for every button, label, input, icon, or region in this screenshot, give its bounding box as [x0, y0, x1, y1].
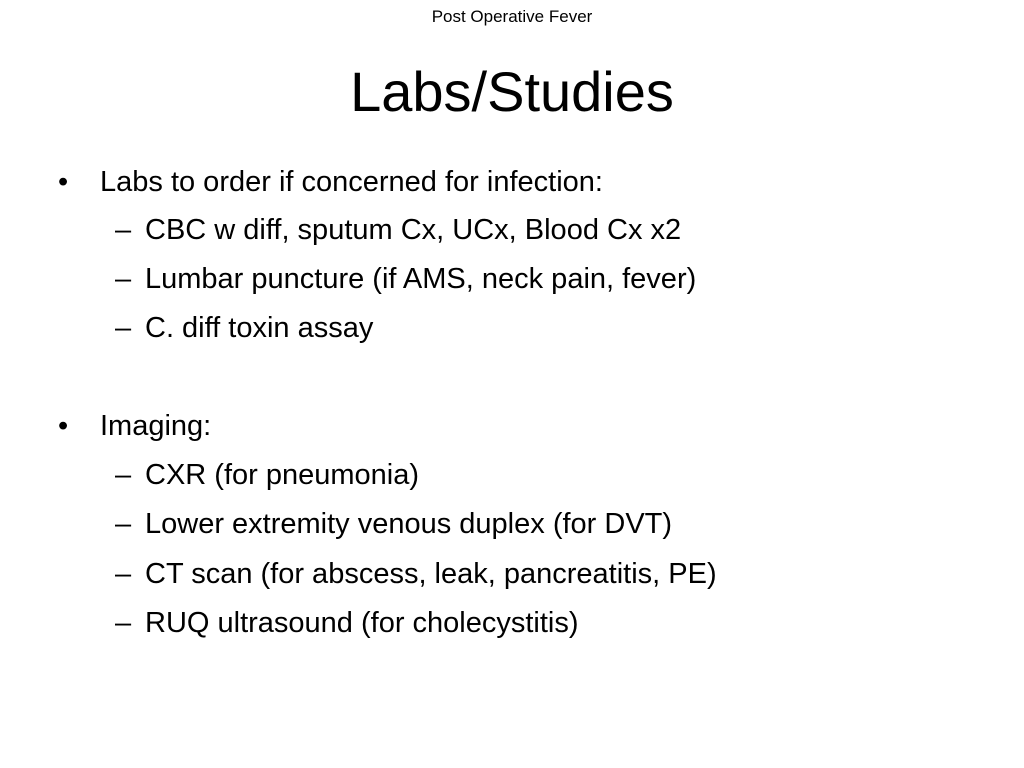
- slide-header: Post Operative Fever: [431, 7, 593, 26]
- sub-bullet-ct-text: CT scan (for abscess, leak, pancreatitis, PE): [145, 558, 717, 590]
- dash-icon: –: [115, 263, 132, 295]
- dash-icon: –: [115, 558, 132, 590]
- dash-icon: –: [115, 508, 132, 540]
- dash-icon: –: [115, 214, 132, 246]
- bullet-dot-icon: •: [58, 166, 69, 198]
- sub-bullet-cxr: [115, 457, 419, 493]
- sub-bullet-cdiff: [115, 310, 373, 346]
- sub-bullet-duplex-text: Lower extremity venous duplex (for DVT): [145, 508, 673, 540]
- sub-bullet-cdiff-text: C. diff toxin assay: [145, 312, 374, 344]
- slide-title: Labs/Studies: [350, 60, 674, 123]
- sub-bullet-ruq: [115, 605, 579, 641]
- sub-bullet-cbc-text: CBC w diff, sputum Cx, UCx, Blood Cx x2: [145, 214, 682, 246]
- sub-bullet-lumbar-text: Lumbar puncture (if AMS, neck pain, fever): [145, 263, 697, 295]
- sub-bullet-duplex: [115, 506, 672, 542]
- sub-bullet-cxr-text: CXR (for pneumonia): [145, 459, 419, 491]
- bullet-labs-text: Labs to order if concerned for infection:: [100, 166, 603, 198]
- bullet-labs: [58, 164, 603, 200]
- bullet-dot-icon: •: [58, 410, 69, 442]
- dash-icon: –: [115, 459, 132, 491]
- sub-bullet-ct: [115, 556, 717, 592]
- sub-bullet-cbc: [115, 212, 681, 248]
- dash-icon: –: [115, 607, 132, 639]
- dash-icon: –: [115, 312, 132, 344]
- bullet-imaging-text: Imaging:: [100, 410, 212, 442]
- bullet-imaging: [58, 408, 211, 444]
- sub-bullet-ruq-text: RUQ ultrasound (for cholecystitis): [145, 607, 579, 639]
- sub-bullet-lumbar: [115, 261, 696, 297]
